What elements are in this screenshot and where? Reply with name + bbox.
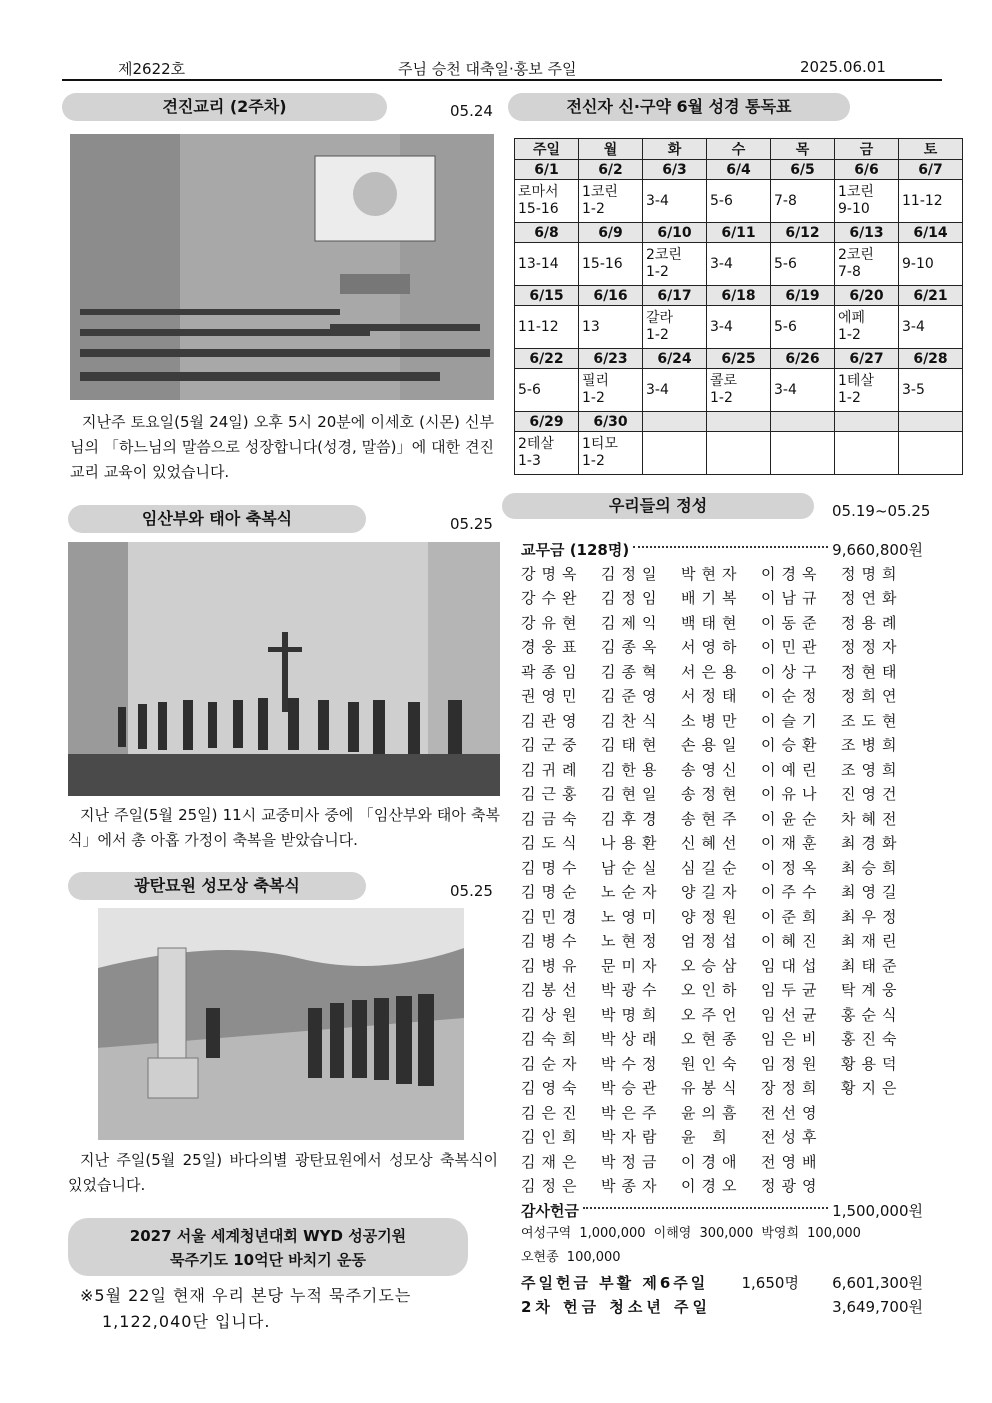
schedule-date-cell: 6/11 bbox=[707, 223, 771, 243]
schedule-reading-row bbox=[515, 369, 963, 412]
blessing-text: 지난 주일(5월 25일) 11시 교중미사 중에 「임산부와 태아 축복식」에서 총 아홉 가정이 축복을 받았습니다. bbox=[68, 806, 500, 849]
donor-name: 최우정 bbox=[841, 907, 903, 926]
donor-name: 김군중 bbox=[521, 736, 583, 755]
donor-name: 이혜진 bbox=[761, 932, 823, 951]
schedule-reading-cell: 3-4 bbox=[899, 306, 963, 349]
donor-name: 이경옥 bbox=[761, 564, 823, 583]
donor-name: 홍진숙 bbox=[841, 1030, 903, 1049]
donor-name: 박승관 bbox=[601, 1079, 663, 1098]
donor-name: 송정현 bbox=[681, 785, 743, 804]
donor-name: 김숙희 bbox=[521, 1030, 583, 1049]
schedule-date-cell: 6/16 bbox=[579, 286, 643, 306]
donor-name: 전선영 bbox=[761, 1103, 823, 1122]
donor-name: 정정자 bbox=[841, 638, 903, 657]
donor-name: 김병수 bbox=[521, 932, 583, 951]
offerings-period: 05.19~05.25 bbox=[832, 502, 931, 520]
schedule-reading-cell bbox=[707, 432, 771, 475]
donor-name: 임두균 bbox=[761, 981, 823, 1000]
donor-name: 김명수 bbox=[521, 858, 583, 877]
donor-name: 박정금 bbox=[601, 1152, 663, 1171]
donor-name: 김후경 bbox=[601, 809, 663, 828]
wyd-note bbox=[80, 1283, 411, 1335]
donor-name: 임정원 bbox=[761, 1054, 823, 1073]
schedule-reading-cell: 2코린 7-8 bbox=[835, 243, 899, 286]
donor-name: 이재훈 bbox=[761, 834, 823, 853]
schedule-day-cell: 수 bbox=[707, 139, 771, 160]
donor-row bbox=[521, 733, 923, 758]
schedule-reading-cell bbox=[643, 432, 707, 475]
schedule-date-cell: 6/6 bbox=[835, 160, 899, 180]
donor-name: 박광수 bbox=[601, 981, 663, 1000]
donor-name: 김병유 bbox=[521, 956, 583, 975]
donor-name: 조도현 bbox=[841, 711, 903, 730]
schedule-date-cell: 6/13 bbox=[835, 223, 899, 243]
statue-text: 지난 주일(5월 25일) 바다의별 광탄묘원에서 성모상 축복식이 있었습니다. bbox=[68, 1151, 498, 1194]
donor-name: 이정옥 bbox=[761, 858, 823, 877]
donor-name: 서은용 bbox=[681, 662, 743, 681]
donor-row bbox=[521, 855, 923, 880]
issue-number: 제2622호 bbox=[118, 60, 186, 78]
donor-name: 노현정 bbox=[601, 932, 663, 951]
schedule-reading-cell: 갈라 1-2 bbox=[643, 306, 707, 349]
schedule-reading-row bbox=[515, 306, 963, 349]
donor-name: 배기복 bbox=[681, 589, 743, 608]
donor-name: 정연화 bbox=[841, 589, 903, 608]
donor-name: 오주언 bbox=[681, 1005, 743, 1024]
donor-name: 최경화 bbox=[841, 834, 903, 853]
schedule-date-cell: 6/9 bbox=[579, 223, 643, 243]
donor-name: 송현주 bbox=[681, 809, 743, 828]
donor-name: 엄정섭 bbox=[681, 932, 743, 951]
confirmation-photo bbox=[70, 134, 494, 400]
schedule-date-cell bbox=[643, 412, 707, 432]
donor-name: 이경오 bbox=[681, 1177, 743, 1196]
donor-name: 최재린 bbox=[841, 932, 903, 951]
offerings-title: 우리들의 정성 bbox=[502, 493, 814, 519]
blessing-date: 05.25 bbox=[450, 515, 493, 533]
schedule-reading-row bbox=[515, 243, 963, 286]
donor-row bbox=[521, 684, 923, 709]
thanks-line1: 여성구역 1,000,000 이해영 300,000 박영희 100,000 bbox=[521, 1226, 861, 1241]
schedule-reading-cell: 13 bbox=[579, 306, 643, 349]
schedule-reading-cell: 3-4 bbox=[707, 243, 771, 286]
donor-name: 노영미 bbox=[601, 907, 663, 926]
donor-name: 김찬식 bbox=[601, 711, 663, 730]
donor-name: 심길순 bbox=[681, 858, 743, 877]
donor-name: 이주수 bbox=[761, 883, 823, 902]
donor-row bbox=[521, 806, 923, 831]
donor-row bbox=[521, 1076, 923, 1101]
schedule-day-cell: 월 bbox=[579, 139, 643, 160]
schedule-date-cell bbox=[771, 412, 835, 432]
donor-row bbox=[521, 610, 923, 635]
donor-name: 김인희 bbox=[521, 1128, 583, 1147]
wyd-title-line2: 묵주기도 10억단 바치기 운동 bbox=[170, 1251, 366, 1269]
donor-name: 김종혁 bbox=[601, 662, 663, 681]
donor-name: 조병희 bbox=[841, 736, 903, 755]
donor-name: 신혜선 bbox=[681, 834, 743, 853]
schedule-date-row bbox=[515, 349, 963, 369]
donor-name: 김귀례 bbox=[521, 760, 583, 779]
schedule-day-cell: 화 bbox=[643, 139, 707, 160]
donor-name: 진영건 bbox=[841, 785, 903, 804]
donor-name: 김도식 bbox=[521, 834, 583, 853]
donor-name: 이남규 bbox=[761, 589, 823, 608]
schedule-reading-cell: 3-4 bbox=[643, 180, 707, 223]
donor-name: 김봉선 bbox=[521, 981, 583, 1000]
donor-name: 소병만 bbox=[681, 711, 743, 730]
donor-name: 박상래 bbox=[601, 1030, 663, 1049]
schedule-reading-cell: 1테살 1-2 bbox=[835, 369, 899, 412]
thanks-row bbox=[521, 1198, 923, 1222]
donor-row bbox=[521, 978, 923, 1003]
blessing-photo bbox=[68, 542, 500, 796]
donor-row bbox=[521, 880, 923, 905]
schedule-reading-cell: 로마서 15-16 bbox=[515, 180, 579, 223]
donor-name: 차혜전 bbox=[841, 809, 903, 828]
schedule-reading-cell: 5-6 bbox=[707, 180, 771, 223]
donor-name: 이민관 bbox=[761, 638, 823, 657]
schedule-reading-cell: 5-6 bbox=[771, 306, 835, 349]
donor-name: 탁계웅 bbox=[841, 981, 903, 1000]
schedule-date-cell: 6/18 bbox=[707, 286, 771, 306]
schedule-day-cell: 금 bbox=[835, 139, 899, 160]
donor-name: 문미자 bbox=[601, 956, 663, 975]
second-amount: 3,649,700원 bbox=[832, 1297, 923, 1316]
donor-name: 이준희 bbox=[761, 907, 823, 926]
schedule-date-cell: 6/23 bbox=[579, 349, 643, 369]
dues-label: 교무금 (128명) bbox=[521, 540, 630, 559]
donor-name: 김재은 bbox=[521, 1152, 583, 1171]
donor-name: 윤의흠 bbox=[681, 1103, 743, 1122]
schedule-reading-cell: 5-6 bbox=[771, 243, 835, 286]
donor-row bbox=[521, 929, 923, 954]
offerings-list bbox=[521, 537, 923, 1318]
donor-name: 오인하 bbox=[681, 981, 743, 1000]
dots bbox=[633, 546, 828, 548]
donor-name: 황용덕 bbox=[841, 1054, 903, 1073]
sunday-count: 1,650명 bbox=[741, 1273, 799, 1292]
schedule-date-cell: 6/14 bbox=[899, 223, 963, 243]
schedule-reading-row bbox=[515, 180, 963, 223]
schedule-date-cell: 6/21 bbox=[899, 286, 963, 306]
donor-name: 노순자 bbox=[601, 883, 663, 902]
donor-name: 이상구 bbox=[761, 662, 823, 681]
schedule-reading-cell: 13-14 bbox=[515, 243, 579, 286]
donor-name: 장정희 bbox=[761, 1079, 823, 1098]
donor-name: 백태현 bbox=[681, 613, 743, 632]
donor-row bbox=[521, 757, 923, 782]
donor-name: 오현종 bbox=[681, 1030, 743, 1049]
donor-name: 이승환 bbox=[761, 736, 823, 755]
donor-name: 김민경 bbox=[521, 907, 583, 926]
schedule-reading-cell: 11-12 bbox=[515, 306, 579, 349]
schedule-date-cell: 6/25 bbox=[707, 349, 771, 369]
donor-row bbox=[521, 1051, 923, 1076]
schedule-date-cell: 6/3 bbox=[643, 160, 707, 180]
schedule-date-cell bbox=[835, 412, 899, 432]
schedule-date-row bbox=[515, 160, 963, 180]
donor-name: 조영희 bbox=[841, 760, 903, 779]
header-date: 2025.06.01 bbox=[800, 58, 886, 76]
wyd-title-line1: 2027 서울 세계청년대회 WYD 성공기원 bbox=[129, 1227, 407, 1245]
donor-row bbox=[521, 561, 923, 586]
donor-name: 송영신 bbox=[681, 760, 743, 779]
donor-row bbox=[521, 831, 923, 856]
schedule-day-cell: 토 bbox=[899, 139, 963, 160]
donor-name: 윤 희 bbox=[681, 1128, 733, 1147]
donor-row bbox=[521, 953, 923, 978]
donor-name: 박종자 bbox=[601, 1177, 663, 1196]
donor-row bbox=[521, 782, 923, 807]
schedule-date-cell: 6/19 bbox=[771, 286, 835, 306]
donor-name: 이경애 bbox=[681, 1152, 743, 1171]
confirmation-title: 견진교리 (2주차) bbox=[62, 93, 387, 121]
donor-name: 임대섭 bbox=[761, 956, 823, 975]
schedule-date-row bbox=[515, 412, 963, 432]
donor-name: 경웅표 bbox=[521, 638, 583, 657]
schedule-reading-cell: 15-16 bbox=[579, 243, 643, 286]
donor-name: 강유현 bbox=[521, 613, 583, 632]
schedule-date-cell: 6/12 bbox=[771, 223, 835, 243]
donor-names bbox=[521, 561, 923, 1198]
thanks-line2: 오현종 100,000 bbox=[521, 1250, 621, 1265]
donor-row bbox=[521, 1027, 923, 1052]
thanks-label: 감사헌금 bbox=[521, 1201, 579, 1220]
donor-name: 정희연 bbox=[841, 687, 903, 706]
schedule-date-cell: 6/17 bbox=[643, 286, 707, 306]
donor-name: 김영숙 bbox=[521, 1079, 583, 1098]
donor-name: 권영민 bbox=[521, 687, 583, 706]
dues-row bbox=[521, 537, 923, 561]
schedule-reading-cell: 에페 1-2 bbox=[835, 306, 899, 349]
donor-name: 원인숙 bbox=[681, 1054, 743, 1073]
sunday-label: 주일헌금 부활 제6주일 bbox=[521, 1273, 709, 1292]
schedule-date-row bbox=[515, 223, 963, 243]
schedule-date-cell: 6/4 bbox=[707, 160, 771, 180]
donor-row bbox=[521, 1125, 923, 1150]
schedule-reading-cell: 1티모 1-2 bbox=[579, 432, 643, 475]
donor-name: 김은진 bbox=[521, 1103, 583, 1122]
schedule-reading-row bbox=[515, 432, 963, 475]
donor-name: 김준영 bbox=[601, 687, 663, 706]
schedule-date-cell: 6/8 bbox=[515, 223, 579, 243]
donor-name: 전영배 bbox=[761, 1152, 823, 1171]
donor-name: 남순실 bbox=[601, 858, 663, 877]
wyd-title bbox=[68, 1218, 468, 1276]
donor-name: 김태현 bbox=[601, 736, 663, 755]
donor-name: 유봉식 bbox=[681, 1079, 743, 1098]
schedule-reading-cell: 2코린 1-2 bbox=[643, 243, 707, 286]
blessing-title: 임산부와 태아 축복식 bbox=[68, 505, 366, 533]
page-title: 주님 승천 대축일·홍보 주일 bbox=[398, 60, 577, 78]
donor-name: 손용일 bbox=[681, 736, 743, 755]
schedule-table bbox=[514, 138, 963, 475]
schedule-date-cell: 6/7 bbox=[899, 160, 963, 180]
donor-name: 강명옥 bbox=[521, 564, 583, 583]
donor-name: 김정은 bbox=[521, 1177, 583, 1196]
schedule-date-cell: 6/1 bbox=[515, 160, 579, 180]
schedule-reading-cell bbox=[835, 432, 899, 475]
donor-name: 김정일 bbox=[601, 564, 663, 583]
donor-row bbox=[521, 708, 923, 733]
schedule-reading-cell: 3-4 bbox=[771, 369, 835, 412]
confirmation-date: 05.24 bbox=[450, 102, 493, 120]
donor-name: 전성후 bbox=[761, 1128, 823, 1147]
donor-row bbox=[521, 1174, 923, 1199]
donor-name: 최승희 bbox=[841, 858, 903, 877]
donor-name: 김한용 bbox=[601, 760, 663, 779]
schedule-date-cell bbox=[707, 412, 771, 432]
donor-name: 서영하 bbox=[681, 638, 743, 657]
schedule-reading-cell: 3-4 bbox=[707, 306, 771, 349]
donor-name: 김순자 bbox=[521, 1054, 583, 1073]
schedule-reading-cell: 5-6 bbox=[515, 369, 579, 412]
schedule-day-cell: 주일 bbox=[515, 139, 579, 160]
donor-name: 임은비 bbox=[761, 1030, 823, 1049]
schedule-reading-cell bbox=[899, 432, 963, 475]
donor-name: 정용례 bbox=[841, 613, 903, 632]
dots bbox=[583, 1207, 828, 1209]
donor-name: 김상원 bbox=[521, 1005, 583, 1024]
donor-name: 최영길 bbox=[841, 883, 903, 902]
schedule-reading-cell: 필리 1-2 bbox=[579, 369, 643, 412]
schedule-day-cell: 목 bbox=[771, 139, 835, 160]
donor-name: 김근홍 bbox=[521, 785, 583, 804]
donor-name: 이슬기 bbox=[761, 711, 823, 730]
second-label: 2차 헌금 청소년 주일 bbox=[521, 1297, 712, 1316]
statue-title: 광탄묘원 성모상 축복식 bbox=[68, 872, 366, 900]
schedule-reading-cell: 1코린 1-2 bbox=[579, 180, 643, 223]
donor-row bbox=[521, 659, 923, 684]
donor-row bbox=[521, 1002, 923, 1027]
donor-name: 김금숙 bbox=[521, 809, 583, 828]
donor-name: 김제익 bbox=[601, 613, 663, 632]
statue-photo bbox=[98, 908, 464, 1140]
schedule-date-cell: 6/10 bbox=[643, 223, 707, 243]
schedule-reading-cell: 7-8 bbox=[771, 180, 835, 223]
donor-name: 박현자 bbox=[681, 564, 743, 583]
schedule-reading-cell: 1코린 9-10 bbox=[835, 180, 899, 223]
thanks-amount: 1,500,000원 bbox=[832, 1201, 923, 1220]
schedule-table-wrap bbox=[514, 138, 963, 475]
donor-row bbox=[521, 635, 923, 660]
donor-row bbox=[521, 1100, 923, 1125]
donor-name: 이순정 bbox=[761, 687, 823, 706]
schedule-date-cell: 6/27 bbox=[835, 349, 899, 369]
donor-name: 이유나 bbox=[761, 785, 823, 804]
schedule-date-cell: 6/24 bbox=[643, 349, 707, 369]
donor-name: 김종옥 bbox=[601, 638, 663, 657]
schedule-date-cell: 6/5 bbox=[771, 160, 835, 180]
donor-name: 강수완 bbox=[521, 589, 583, 608]
donor-name: 이동준 bbox=[761, 613, 823, 632]
schedule-date-cell: 6/29 bbox=[515, 412, 579, 432]
schedule-date-cell: 6/26 bbox=[771, 349, 835, 369]
schedule-date-cell: 6/28 bbox=[899, 349, 963, 369]
donor-name: 정명희 bbox=[841, 564, 903, 583]
schedule-reading-cell: 3-5 bbox=[899, 369, 963, 412]
sunday-row bbox=[521, 1270, 923, 1294]
header-divider bbox=[62, 79, 942, 81]
donor-name: 박자람 bbox=[601, 1128, 663, 1147]
donor-name: 곽종임 bbox=[521, 662, 583, 681]
dues-amount: 9,660,800원 bbox=[832, 540, 923, 559]
schedule-date-cell: 6/2 bbox=[579, 160, 643, 180]
donor-name: 김정임 bbox=[601, 589, 663, 608]
schedule-reading-cell: 3-4 bbox=[643, 369, 707, 412]
donor-row bbox=[521, 1149, 923, 1174]
donor-row bbox=[521, 904, 923, 929]
schedule-reading-cell bbox=[771, 432, 835, 475]
donor-name: 나용환 bbox=[601, 834, 663, 853]
donor-name: 황지은 bbox=[841, 1079, 903, 1098]
donor-name: 홍순식 bbox=[841, 1005, 903, 1024]
donor-name: 김관영 bbox=[521, 711, 583, 730]
donor-name: 양길자 bbox=[681, 883, 743, 902]
donor-name: 오승삼 bbox=[681, 956, 743, 975]
statue-date: 05.25 bbox=[450, 882, 493, 900]
donor-name: 박수정 bbox=[601, 1054, 663, 1073]
schedule-day-row bbox=[515, 139, 963, 160]
schedule-reading-cell: 9-10 bbox=[899, 243, 963, 286]
donor-name: 이예린 bbox=[761, 760, 823, 779]
donor-name: 박은주 bbox=[601, 1103, 663, 1122]
donor-name: 정현태 bbox=[841, 662, 903, 681]
schedule-reading-cell: 콜로 1-2 bbox=[707, 369, 771, 412]
donor-name: 박명희 bbox=[601, 1005, 663, 1024]
schedule-date-cell: 6/20 bbox=[835, 286, 899, 306]
second-row bbox=[521, 1294, 923, 1318]
schedule-title: 전신자 신·구약 6월 성경 통독표 bbox=[508, 93, 850, 121]
donor-name: 양정원 bbox=[681, 907, 743, 926]
donor-name: 김현일 bbox=[601, 785, 663, 804]
schedule-date-row bbox=[515, 286, 963, 306]
schedule-date-cell bbox=[899, 412, 963, 432]
wyd-note-line2: 1,122,040단 입니다. bbox=[102, 1312, 271, 1331]
schedule-date-cell: 6/22 bbox=[515, 349, 579, 369]
donor-row bbox=[521, 586, 923, 611]
sunday-amount: 6,601,300원 bbox=[832, 1273, 923, 1292]
donor-name: 임선균 bbox=[761, 1005, 823, 1024]
schedule-date-cell: 6/15 bbox=[515, 286, 579, 306]
confirmation-text: 지난주 토요일(5월 24일) 오후 5시 20분에 이세호 (시몬) 신부님의 「하느님의 말씀으로 성장합니다(성경, 말씀)」에 대한 견진교리 교육이 있었습니다. bbox=[70, 413, 494, 481]
schedule-reading-cell: 2테살 1-3 bbox=[515, 432, 579, 475]
donor-name: 서정태 bbox=[681, 687, 743, 706]
donor-name: 최태준 bbox=[841, 956, 903, 975]
donor-name: 정광영 bbox=[761, 1177, 823, 1196]
donor-name: 이윤순 bbox=[761, 809, 823, 828]
schedule-reading-cell: 11-12 bbox=[899, 180, 963, 223]
schedule-date-cell: 6/30 bbox=[579, 412, 643, 432]
wyd-note-line1: ※5월 22일 현재 우리 본당 누적 묵주기도는 bbox=[80, 1286, 412, 1305]
donor-name: 김명순 bbox=[521, 883, 583, 902]
